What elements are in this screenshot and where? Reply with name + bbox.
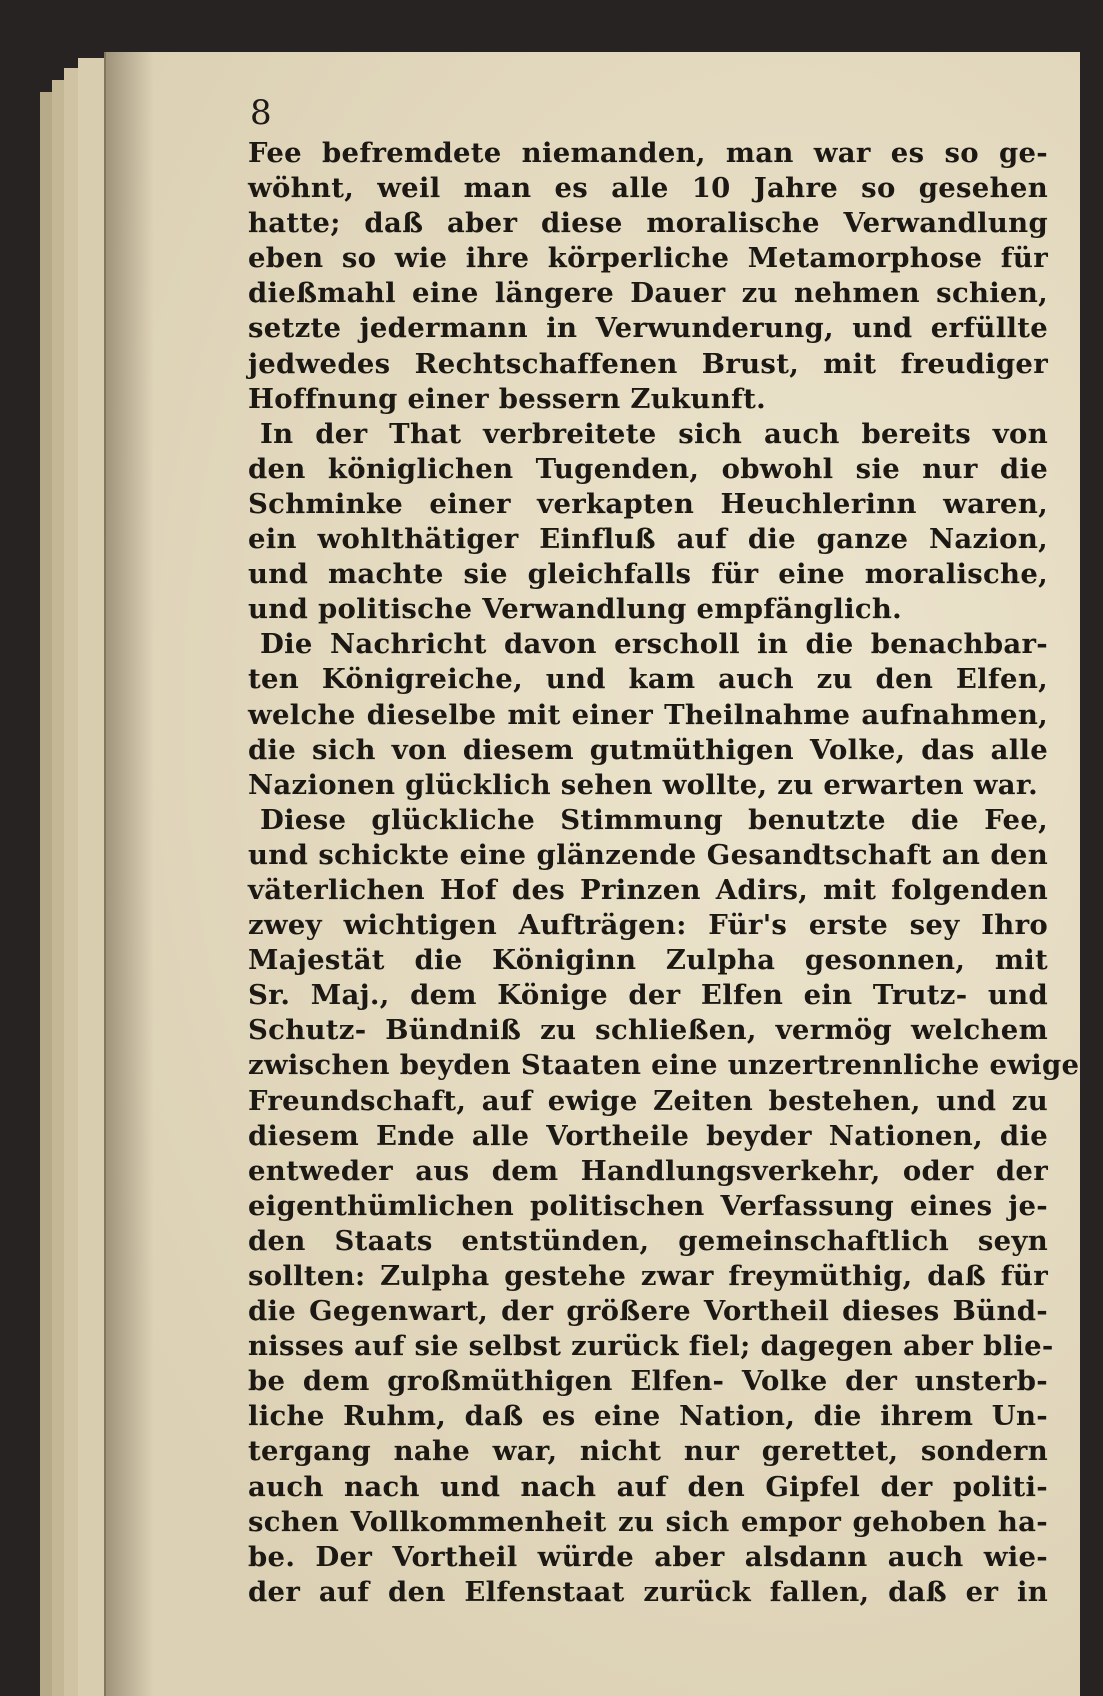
text-line: sollten: Zulpha gestehe zwar freymüthig, daß für [248,1260,1048,1292]
text-line: zwischen beyden Staaten eine unzertrennliche ewige [248,1049,1080,1082]
text-line: ten Königreiche, und kam auch zu den Elfen, [248,663,1048,696]
page-number: 8 [250,93,272,133]
text-line: be. Der Vortheil würde aber alsdann auch wie- [248,1540,1048,1573]
text-line: und machte sie gleichfalls für eine moralische, [248,558,1048,591]
text-line: Die Nachricht davon erscholl in die benachbar- [260,628,1048,661]
text-line: nisses auf sie selbst zurück fiel; dagegen aber blie- [248,1330,1054,1363]
text-line: dießmahl eine längere Dauer zu nehmen schien, [248,277,1048,310]
text-line: Nazionen glücklich sehen wollte, zu erwarten war. [248,768,1039,801]
text-line: und schickte eine glänzende Gesandtschaft an den [248,838,1048,871]
text-line: Freundschaft, auf ewige Zeiten bestehen, und zu [248,1084,1048,1117]
text-line: welche dieselbe mit einer Theilnahme aufnahmen, [248,698,1048,731]
text-line: diesem Ende alle Vortheile beyder Nationen, die [248,1119,1048,1152]
text-line: schen Vollkommenheit zu sich empor gehoben ha- [248,1505,1048,1538]
text-line: tergang nahe war, nicht nur gerettet, sondern [248,1435,1048,1468]
text-line: auch nach und nach auf den Gipfel der politi- [248,1470,1048,1503]
text-line: jedwedes Rechtschaffenen Brust, mit freudiger [248,347,1048,380]
text-line: wöhnt, weil man es alle 10 Jahre so gesehen [248,172,1048,205]
text-line: be dem großmüthigen Elfen- Volke der unsterb- [248,1365,1048,1398]
text-line: den königlichen Tugenden, obwohl sie nur die [248,452,1048,485]
text-line: liche Ruhm, daß es eine Nation, die ihrem Un- [248,1400,1048,1433]
text-line: entweder aus dem Handlungsverkehr, oder der [248,1154,1048,1187]
gutter-shadow [104,52,154,1696]
text-line: setzte jedermann in Verwunderung, und erfüllte [248,312,1048,345]
text-line: hatte; daß aber diese moralische Verwandlung [248,207,1048,240]
text-line: Diese glückliche Stimmung benutzte die Fee, [260,803,1048,836]
body-text [248,136,1080,1610]
text-line: Hoffnung einer bessern Zukunft. [248,382,767,415]
text-line: die sich von diesem gutmüthigen Volke, das alle [248,733,1048,766]
text-line: Schminke einer verkapten Heuchlerinn waren, [248,487,1048,520]
text-line: eben so wie ihre körperliche Metamorphose für [248,242,1048,275]
text-line: ein wohlthätiger Einfluß auf die ganze Nazion, [248,523,1048,556]
text-line: Fee befremdete niemanden, man war es so ge- [248,137,1048,169]
text-line: Schutz- Bündniß zu schließen, vermög welchem [248,1014,1048,1047]
text-line: Majestät die Königinn Zulpha gesonnen, mit [248,944,1048,977]
text-line: der auf den Elfenstaat zurück fallen, daß er in [248,1575,1048,1608]
text-line: die Gegenwart, der größere Vortheil dieses Bünd- [248,1295,1048,1328]
text-line: In der That verbreitete sich auch bereits von [260,417,1048,450]
text-line: Sr. Maj., dem Könige der Elfen ein Trutz- und [248,979,1048,1012]
text-line: väterlichen Hof des Prinzen Adirs, mit folgenden [248,873,1048,906]
text-line: den Staats entstünden, gemeinschaftlich seyn [248,1224,1048,1257]
text-line: zwey wichtigen Aufträgen: Für's erste sey Ihro [248,909,1048,942]
text-line: und politische Verwandlung empfänglich. [248,593,903,626]
text-line: eigenthümlichen politischen Verfassung eines je- [248,1189,1048,1222]
